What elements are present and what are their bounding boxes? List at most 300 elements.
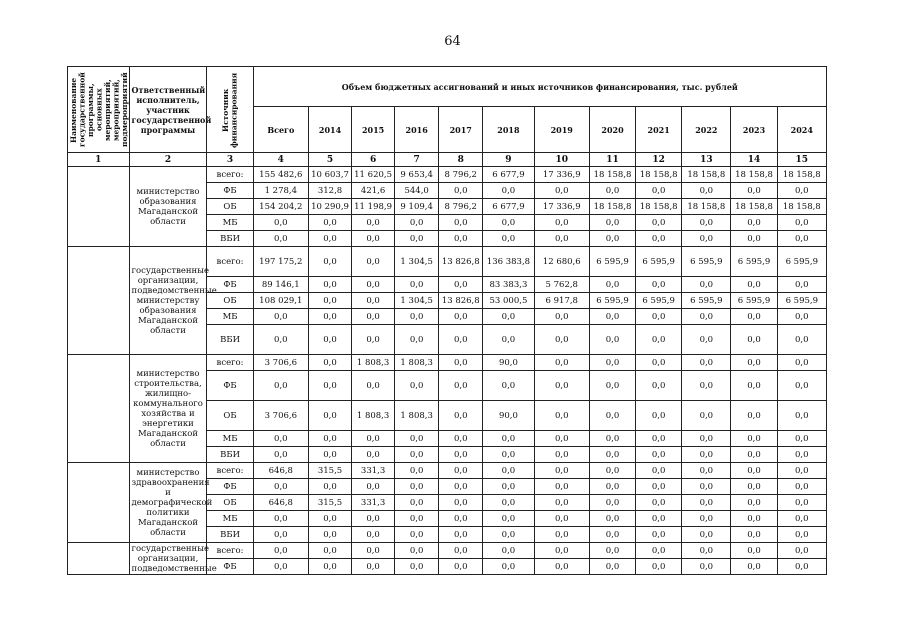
value-cell: 6 595,9	[636, 247, 682, 277]
value-cell: 0,0	[534, 511, 589, 527]
value-cell: 421,6	[352, 183, 395, 199]
value-cell: 0,0	[483, 447, 534, 463]
value-cell: 0,0	[682, 431, 731, 447]
value-cell: 0,0	[777, 431, 826, 447]
value-cell: 0,0	[308, 247, 351, 277]
value-cell: 6 595,9	[777, 247, 826, 277]
value-cell: 0,0	[777, 355, 826, 371]
value-cell: 0,0	[483, 325, 534, 355]
table-row	[68, 355, 827, 371]
value-cell: 0,0	[731, 463, 777, 479]
value-cell: 13 826,8	[439, 247, 483, 277]
funding-source-cell: ОБ	[207, 293, 253, 309]
header-source	[207, 67, 253, 153]
value-cell: 0,0	[682, 495, 731, 511]
value-cell: 0,0	[483, 183, 534, 199]
value-cell: 0,0	[534, 543, 589, 559]
column-number: 14	[731, 153, 777, 167]
header-year: 2024	[777, 107, 826, 153]
value-cell: 0,0	[682, 215, 731, 231]
value-cell: 6 917,8	[534, 293, 589, 309]
value-cell: 83 383,3	[483, 277, 534, 293]
value-cell: 0,0	[731, 543, 777, 559]
value-cell: 0,0	[636, 495, 682, 511]
value-cell: 0,0	[731, 277, 777, 293]
value-cell: 0,0	[352, 325, 395, 355]
value-cell: 0,0	[589, 559, 635, 575]
value-cell: 0,0	[636, 371, 682, 401]
value-cell: 0,0	[395, 543, 439, 559]
funding-source-cell: всего:	[207, 167, 253, 183]
value-cell: 0,0	[731, 527, 777, 543]
value-cell: 0,0	[352, 309, 395, 325]
value-cell: 0,0	[534, 527, 589, 543]
value-cell: 0,0	[308, 371, 351, 401]
value-cell: 0,0	[308, 231, 351, 247]
value-cell: 0,0	[682, 543, 731, 559]
value-cell: 0,0	[682, 325, 731, 355]
value-cell: 0,0	[777, 401, 826, 431]
value-cell: 6 595,9	[731, 247, 777, 277]
value-cell: 18 158,8	[777, 199, 826, 215]
value-cell: 0,0	[253, 543, 308, 559]
funding-source-cell: ОБ	[207, 495, 253, 511]
funding-source-cell: МБ	[207, 215, 253, 231]
value-cell: 0,0	[589, 431, 635, 447]
column-number: 2	[129, 153, 207, 167]
value-cell: 0,0	[777, 559, 826, 575]
value-cell: 0,0	[636, 559, 682, 575]
value-cell: 0,0	[731, 511, 777, 527]
value-cell: 312,8	[308, 183, 351, 199]
value-cell: 18 158,8	[731, 199, 777, 215]
value-cell: 8 796,2	[439, 199, 483, 215]
value-cell: 0,0	[308, 401, 351, 431]
value-cell: 0,0	[777, 543, 826, 559]
page-number: 64	[444, 34, 461, 49]
value-cell: 0,0	[589, 183, 635, 199]
value-cell: 0,0	[636, 463, 682, 479]
program-name-cell	[68, 355, 130, 463]
value-cell: 17 336,9	[534, 167, 589, 183]
value-cell: 0,0	[682, 355, 731, 371]
header-year: 2014	[308, 107, 351, 153]
value-cell: 0,0	[589, 277, 635, 293]
value-cell: 18 158,8	[731, 167, 777, 183]
header-year: 2020	[589, 107, 635, 153]
value-cell: 0,0	[253, 231, 308, 247]
value-cell: 0,0	[777, 277, 826, 293]
value-cell: 6 595,9	[777, 293, 826, 309]
value-cell: 0,0	[308, 325, 351, 355]
value-cell: 13 826,8	[439, 293, 483, 309]
value-cell: 154 204,2	[253, 199, 308, 215]
value-cell: 0,0	[308, 277, 351, 293]
value-cell: 0,0	[534, 495, 589, 511]
table-row	[68, 167, 827, 183]
executor-cell: министерство здравоохранения и демографической политики Магаданской области	[129, 463, 207, 543]
column-number: 15	[777, 153, 826, 167]
value-cell: 0,0	[589, 447, 635, 463]
funding-source-cell: МБ	[207, 309, 253, 325]
value-cell: 6 595,9	[682, 293, 731, 309]
value-cell: 0,0	[439, 447, 483, 463]
value-cell: 0,0	[352, 559, 395, 575]
value-cell: 9 109,4	[395, 199, 439, 215]
value-cell: 0,0	[253, 559, 308, 575]
funding-source-cell: ФБ	[207, 277, 253, 293]
value-cell: 0,0	[534, 463, 589, 479]
header-year: 2019	[534, 107, 589, 153]
header-year: 2021	[636, 107, 682, 153]
value-cell: 0,0	[395, 277, 439, 293]
value-cell: 0,0	[253, 371, 308, 401]
value-cell: 0,0	[395, 447, 439, 463]
value-cell: 10 603,7	[308, 167, 351, 183]
header-year: 2018	[483, 107, 534, 153]
header-year: 2016	[395, 107, 439, 153]
value-cell: 0,0	[395, 325, 439, 355]
value-cell: 0,0	[534, 355, 589, 371]
value-cell: 53 000,5	[483, 293, 534, 309]
value-cell: 18 158,8	[589, 199, 635, 215]
value-cell: 0,0	[731, 431, 777, 447]
value-cell: 1 808,3	[352, 401, 395, 431]
value-cell: 0,0	[589, 231, 635, 247]
value-cell: 18 158,8	[777, 167, 826, 183]
value-cell: 0,0	[636, 183, 682, 199]
value-cell: 0,0	[777, 325, 826, 355]
value-cell: 1 304,5	[395, 293, 439, 309]
column-number: 4	[253, 153, 308, 167]
funding-source-cell: ФБ	[207, 371, 253, 401]
value-cell: 0,0	[439, 325, 483, 355]
table-row	[68, 463, 827, 479]
table-body	[68, 167, 827, 575]
value-cell: 90,0	[483, 401, 534, 431]
value-cell: 11 198,9	[352, 199, 395, 215]
value-cell: 0,0	[589, 543, 635, 559]
value-cell: 0,0	[483, 231, 534, 247]
value-cell: 18 158,8	[636, 167, 682, 183]
value-cell: 0,0	[439, 355, 483, 371]
value-cell: 0,0	[534, 183, 589, 199]
column-number: 13	[682, 153, 731, 167]
value-cell: 0,0	[682, 183, 731, 199]
value-cell: 5 762,8	[534, 277, 589, 293]
value-cell: 315,5	[308, 495, 351, 511]
value-cell: 0,0	[777, 309, 826, 325]
value-cell: 0,0	[636, 355, 682, 371]
column-number: 9	[483, 153, 534, 167]
value-cell: 0,0	[589, 371, 635, 401]
column-number: 7	[395, 153, 439, 167]
column-number: 3	[207, 153, 253, 167]
table-row	[68, 543, 827, 559]
column-number: 6	[352, 153, 395, 167]
value-cell: 6 677,9	[483, 167, 534, 183]
value-cell: 0,0	[395, 309, 439, 325]
value-cell: 0,0	[308, 543, 351, 559]
value-cell: 646,8	[253, 463, 308, 479]
value-cell: 0,0	[395, 463, 439, 479]
value-cell: 0,0	[534, 325, 589, 355]
executor-cell: государственные организации, подведомственные министерству образования Магаданской области	[129, 247, 207, 355]
header-numbers-row	[68, 153, 827, 167]
executor-cell: министерство образования Магаданской области	[129, 167, 207, 247]
value-cell: 0,0	[589, 495, 635, 511]
budget-table	[67, 66, 827, 575]
funding-source-cell: ФБ	[207, 479, 253, 495]
value-cell: 0,0	[395, 495, 439, 511]
executor-cell: министерство строительства, жилищно-коммунального хозяйства и энергетики Магаданской области	[129, 355, 207, 463]
value-cell: 0,0	[636, 479, 682, 495]
value-cell: 0,0	[253, 215, 308, 231]
value-cell: 0,0	[682, 479, 731, 495]
value-cell: 0,0	[352, 293, 395, 309]
value-cell: 18 158,8	[682, 167, 731, 183]
value-cell: 0,0	[682, 463, 731, 479]
value-cell: 0,0	[589, 463, 635, 479]
value-cell: 0,0	[731, 371, 777, 401]
value-cell: 0,0	[483, 309, 534, 325]
funding-source-cell: МБ	[207, 511, 253, 527]
value-cell: 0,0	[395, 371, 439, 401]
value-cell: 0,0	[636, 231, 682, 247]
value-cell: 0,0	[589, 355, 635, 371]
value-cell: 0,0	[636, 543, 682, 559]
value-cell: 0,0	[352, 527, 395, 543]
value-cell: 0,0	[682, 401, 731, 431]
value-cell: 0,0	[636, 447, 682, 463]
value-cell: 3 706,6	[253, 401, 308, 431]
program-name-cell	[68, 463, 130, 543]
value-cell: 0,0	[395, 527, 439, 543]
value-cell: 646,8	[253, 495, 308, 511]
value-cell: 0,0	[777, 215, 826, 231]
value-cell: 0,0	[483, 463, 534, 479]
funding-source-cell: всего:	[207, 463, 253, 479]
value-cell: 0,0	[439, 215, 483, 231]
funding-source-cell: всего:	[207, 247, 253, 277]
value-cell: 6 595,9	[636, 293, 682, 309]
value-cell: 155 482,6	[253, 167, 308, 183]
value-cell: 0,0	[682, 511, 731, 527]
value-cell: 0,0	[308, 215, 351, 231]
value-cell: 0,0	[439, 309, 483, 325]
value-cell: 6 595,9	[682, 247, 731, 277]
value-cell: 0,0	[589, 401, 635, 431]
value-cell: 0,0	[534, 309, 589, 325]
value-cell: 0,0	[439, 231, 483, 247]
value-cell: 0,0	[731, 355, 777, 371]
value-cell: 0,0	[731, 215, 777, 231]
value-cell: 0,0	[352, 215, 395, 231]
funding-source-cell: ОБ	[207, 401, 253, 431]
column-number: 10	[534, 153, 589, 167]
funding-source-cell: ВБИ	[207, 325, 253, 355]
header-executor: Ответственный исполнитель, участник государственной программы	[129, 67, 207, 153]
value-cell: 0,0	[636, 277, 682, 293]
header-year: 2017	[439, 107, 483, 153]
value-cell: 0,0	[439, 183, 483, 199]
value-cell: 89 146,1	[253, 277, 308, 293]
value-cell: 0,0	[636, 527, 682, 543]
value-cell: 0,0	[352, 371, 395, 401]
value-cell: 17 336,9	[534, 199, 589, 215]
header-program-name-text: Наименование государственной программы, основных мероприятий, мероприятий, подмероприятий	[69, 72, 129, 147]
value-cell: 0,0	[636, 401, 682, 431]
value-cell: 0,0	[253, 325, 308, 355]
funding-source-cell: ВБИ	[207, 447, 253, 463]
value-cell: 0,0	[395, 431, 439, 447]
value-cell: 0,0	[777, 183, 826, 199]
value-cell: 0,0	[682, 277, 731, 293]
value-cell: 0,0	[589, 215, 635, 231]
value-cell: 0,0	[439, 511, 483, 527]
program-name-cell	[68, 247, 130, 355]
funding-source-cell: ВБИ	[207, 231, 253, 247]
value-cell: 1 278,4	[253, 183, 308, 199]
value-cell: 0,0	[439, 401, 483, 431]
value-cell: 0,0	[731, 447, 777, 463]
funding-source-cell: всего:	[207, 543, 253, 559]
value-cell: 0,0	[439, 527, 483, 543]
value-cell: 0,0	[308, 293, 351, 309]
value-cell: 0,0	[589, 479, 635, 495]
value-cell: 0,0	[777, 371, 826, 401]
value-cell: 0,0	[534, 215, 589, 231]
value-cell: 0,0	[534, 431, 589, 447]
value-cell: 11 620,5	[352, 167, 395, 183]
value-cell: 0,0	[483, 559, 534, 575]
value-cell: 0,0	[777, 479, 826, 495]
value-cell: 315,5	[308, 463, 351, 479]
value-cell: 0,0	[308, 527, 351, 543]
value-cell: 0,0	[589, 309, 635, 325]
funding-source-cell: МБ	[207, 431, 253, 447]
value-cell: 0,0	[253, 309, 308, 325]
value-cell: 0,0	[253, 527, 308, 543]
value-cell: 6 595,9	[731, 293, 777, 309]
value-cell: 0,0	[636, 325, 682, 355]
value-cell: 9 653,4	[395, 167, 439, 183]
value-cell: 331,3	[352, 495, 395, 511]
header-budget-group: Объем бюджетных ассигнований и иных источников финансирования, тыс. рублей	[253, 67, 826, 107]
value-cell: 0,0	[308, 309, 351, 325]
funding-source-cell: всего:	[207, 355, 253, 371]
header-source-text: Источник финансирования	[220, 71, 239, 148]
value-cell: 0,0	[439, 479, 483, 495]
value-cell: 0,0	[682, 231, 731, 247]
value-cell: 0,0	[395, 511, 439, 527]
value-cell: 8 796,2	[439, 167, 483, 183]
value-cell: 18 158,8	[682, 199, 731, 215]
executor-cell: государственные организации, подведомственные	[129, 543, 207, 575]
column-number: 1	[68, 153, 130, 167]
value-cell: 0,0	[483, 511, 534, 527]
value-cell: 0,0	[589, 325, 635, 355]
value-cell: 0,0	[777, 511, 826, 527]
value-cell: 6 677,9	[483, 199, 534, 215]
value-cell: 0,0	[395, 559, 439, 575]
program-name-cell	[68, 543, 130, 575]
value-cell: 0,0	[731, 231, 777, 247]
value-cell: 0,0	[253, 447, 308, 463]
value-cell: 0,0	[534, 479, 589, 495]
column-number: 12	[636, 153, 682, 167]
value-cell: 0,0	[731, 495, 777, 511]
value-cell: 0,0	[682, 447, 731, 463]
header-year: 2022	[682, 107, 731, 153]
value-cell: 0,0	[483, 527, 534, 543]
value-cell: 1 808,3	[352, 355, 395, 371]
value-cell: 0,0	[439, 277, 483, 293]
value-cell: 0,0	[439, 495, 483, 511]
column-number: 5	[308, 153, 351, 167]
value-cell: 0,0	[352, 479, 395, 495]
value-cell: 0,0	[439, 559, 483, 575]
value-cell: 0,0	[308, 355, 351, 371]
value-cell: 0,0	[682, 559, 731, 575]
value-cell: 0,0	[439, 463, 483, 479]
value-cell: 331,3	[352, 463, 395, 479]
value-cell: 0,0	[777, 527, 826, 543]
value-cell: 0,0	[636, 215, 682, 231]
program-name-cell	[68, 167, 130, 247]
value-cell: 0,0	[777, 495, 826, 511]
header-program-name	[68, 67, 130, 153]
value-cell: 0,0	[352, 277, 395, 293]
value-cell: 0,0	[483, 431, 534, 447]
value-cell: 0,0	[308, 511, 351, 527]
value-cell: 0,0	[731, 325, 777, 355]
value-cell: 0,0	[352, 431, 395, 447]
value-cell: 0,0	[777, 447, 826, 463]
value-cell: 0,0	[253, 511, 308, 527]
funding-source-cell: ФБ	[207, 559, 253, 575]
value-cell: 0,0	[352, 231, 395, 247]
value-cell: 544,0	[395, 183, 439, 199]
value-cell: 0,0	[253, 479, 308, 495]
value-cell: 0,0	[682, 371, 731, 401]
value-cell: 0,0	[589, 527, 635, 543]
header-year: Всего	[253, 107, 308, 153]
value-cell: 0,0	[308, 431, 351, 447]
value-cell: 0,0	[395, 231, 439, 247]
value-cell: 0,0	[253, 431, 308, 447]
value-cell: 0,0	[731, 183, 777, 199]
value-cell: 1 808,3	[395, 355, 439, 371]
value-cell: 0,0	[352, 447, 395, 463]
value-cell: 0,0	[439, 543, 483, 559]
value-cell: 197 175,2	[253, 247, 308, 277]
value-cell: 0,0	[636, 511, 682, 527]
value-cell: 0,0	[483, 479, 534, 495]
value-cell: 0,0	[636, 431, 682, 447]
value-cell: 0,0	[589, 511, 635, 527]
value-cell: 0,0	[483, 495, 534, 511]
value-cell: 0,0	[352, 511, 395, 527]
value-cell: 0,0	[534, 371, 589, 401]
value-cell: 0,0	[731, 559, 777, 575]
value-cell: 12 680,6	[534, 247, 589, 277]
value-cell: 1 304,5	[395, 247, 439, 277]
value-cell: 1 808,3	[395, 401, 439, 431]
funding-source-cell: ОБ	[207, 199, 253, 215]
value-cell: 0,0	[439, 371, 483, 401]
value-cell: 0,0	[439, 431, 483, 447]
